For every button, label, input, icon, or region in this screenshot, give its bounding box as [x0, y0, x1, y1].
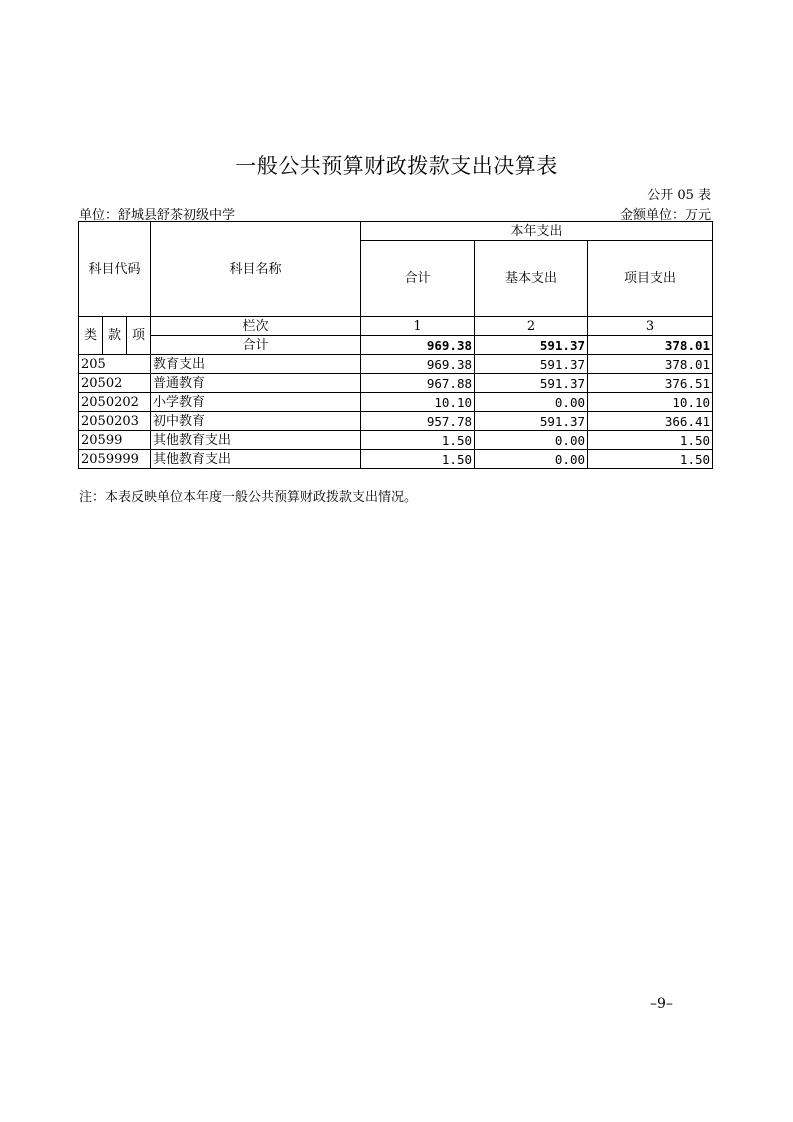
row-code: 2059999	[79, 450, 151, 469]
form-number: 公开 05 表	[647, 188, 711, 203]
row-name: 其他教育支出	[151, 431, 361, 450]
xiang-header: 项	[127, 317, 151, 355]
basic-header: 基本支出	[475, 241, 588, 317]
row-basic: 591.37	[475, 412, 588, 431]
current-year-header: 本年支出	[361, 222, 713, 241]
table-note: 注：本表反映单位本年度一般公共预算财政拨款支出情况。	[79, 490, 418, 505]
column-number-row	[79, 317, 713, 336]
row-basic: 0.00	[475, 450, 588, 469]
column-no-2: 2	[475, 317, 588, 336]
row-total: 1.50	[361, 450, 475, 469]
money-unit-label: 金额单位：万元	[619, 208, 711, 223]
total-row-label: 合计	[151, 336, 361, 355]
total-row	[79, 336, 713, 355]
row-basic: 0.00	[475, 431, 588, 450]
row-project: 378.01	[588, 355, 713, 374]
row-project: 1.50	[588, 431, 713, 450]
total-header: 合计	[361, 241, 475, 317]
row-basic: 591.37	[475, 374, 588, 393]
row-total: 1.50	[361, 431, 475, 450]
column-no-3: 3	[588, 317, 713, 336]
row-project: 366.41	[588, 412, 713, 431]
row-name: 教育支出	[151, 355, 361, 374]
subject-name-header: 科目名称	[151, 222, 361, 317]
total-row-total: 969.38	[361, 336, 475, 355]
row-basic: 591.37	[475, 355, 588, 374]
page-title: 一般公共预算财政拨款支出决算表	[235, 154, 558, 178]
table-row	[79, 412, 713, 431]
row-name: 普通教育	[151, 374, 361, 393]
row-name: 其他教育支出	[151, 450, 361, 469]
kuan-header: 款	[103, 317, 127, 355]
row-project: 10.10	[588, 393, 713, 412]
row-code: 20502	[79, 374, 151, 393]
table-row	[79, 450, 713, 469]
subject-code-header: 科目代码	[79, 222, 151, 317]
total-row-project: 378.01	[588, 336, 713, 355]
row-project: 1.50	[588, 450, 713, 469]
row-total: 969.38	[361, 355, 475, 374]
table-row	[79, 431, 713, 450]
row-name: 小学教育	[151, 393, 361, 412]
row-code: 20599	[79, 431, 151, 450]
page-number: –9–	[650, 996, 673, 1012]
row-project: 376.51	[588, 374, 713, 393]
lei-header: 类	[79, 317, 103, 355]
row-code: 2050203	[79, 412, 151, 431]
project-header: 项目支出	[588, 241, 713, 317]
row-code: 2050202	[79, 393, 151, 412]
row-total: 10.10	[361, 393, 475, 412]
row-name: 初中教育	[151, 412, 361, 431]
budget-table	[78, 221, 713, 469]
unit-label: 单位：舒城县舒茶初级中学	[79, 208, 236, 223]
row-basic: 0.00	[475, 393, 588, 412]
row-total: 957.78	[361, 412, 475, 431]
row-code: 205	[79, 355, 151, 374]
row-total: 967.88	[361, 374, 475, 393]
header-row-1	[79, 222, 713, 241]
total-row-basic: 591.37	[475, 336, 588, 355]
table-row	[79, 374, 713, 393]
table-row	[79, 355, 713, 374]
column-no-1: 1	[361, 317, 475, 336]
table-row	[79, 393, 713, 412]
column-no-label: 栏次	[151, 317, 361, 336]
